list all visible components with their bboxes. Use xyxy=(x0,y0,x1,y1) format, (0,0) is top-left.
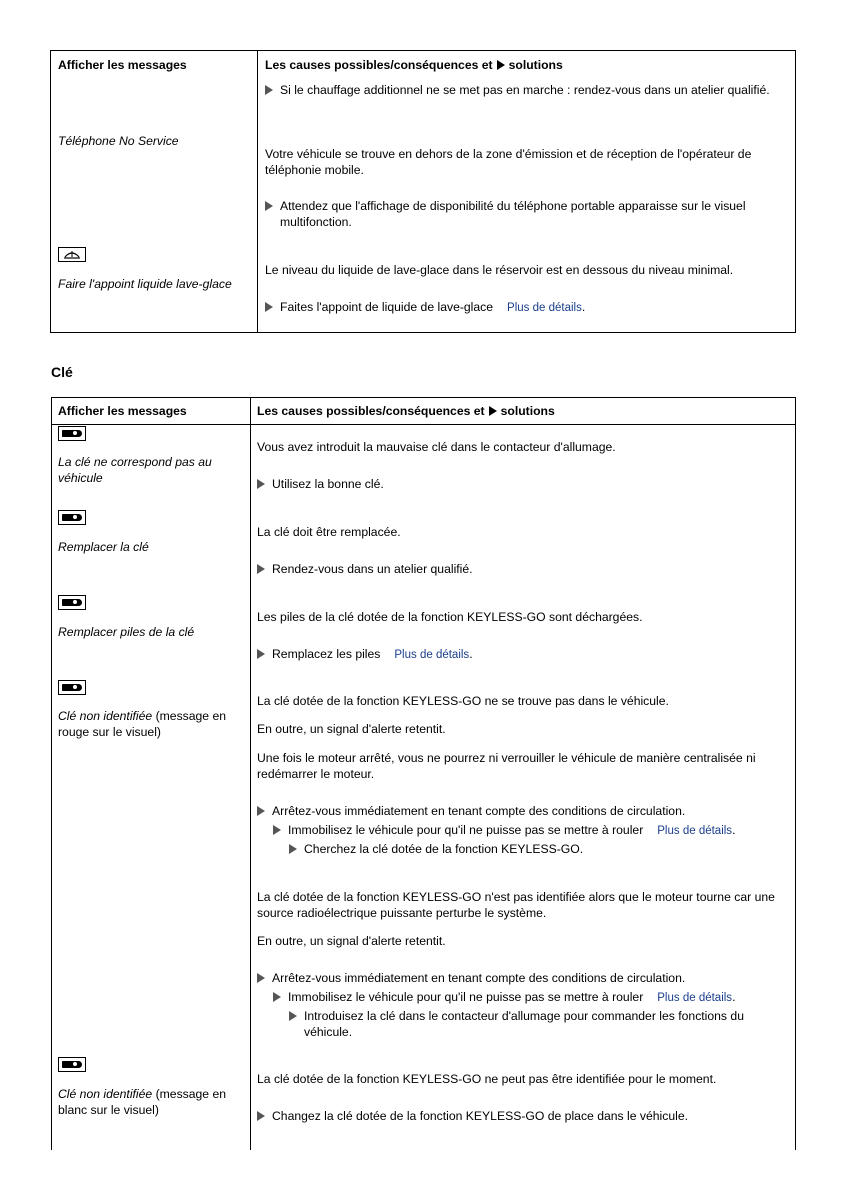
table-border xyxy=(250,397,251,1150)
table-border xyxy=(50,332,796,333)
table-border xyxy=(795,397,796,1150)
message-note: (message en blanc sur le visuel) xyxy=(58,1087,227,1117)
table-border xyxy=(795,50,796,333)
bullet-text: Arrêtez-vous immédiatement en tenant compte des conditions de circulation. xyxy=(272,804,686,818)
column-header-messages: Afficher les messages xyxy=(58,58,187,72)
header-text: Les causes possibles/conséquences et xyxy=(257,404,485,418)
triangle-right-icon xyxy=(257,649,265,659)
message-italic: Clé non identifiée xyxy=(58,709,153,723)
triangle-right-icon xyxy=(289,844,297,854)
message-italic: Clé non identifiée xyxy=(58,1087,153,1101)
section-title: Clé xyxy=(51,364,73,380)
key-display-icon xyxy=(58,1057,86,1072)
bullet-text: Arrêtez-vous immédiatement en tenant compte des conditions de circulation. xyxy=(272,971,686,985)
cause-text: En outre, un signal d'alerte retentit. xyxy=(257,934,446,948)
triangle-right-icon xyxy=(257,973,265,983)
washer-fluid-icon xyxy=(58,247,86,262)
display-message: Faire l'appoint liquide lave-glace xyxy=(58,277,232,291)
display-message: Remplacer piles de la clé xyxy=(58,625,195,639)
table-border xyxy=(257,50,258,333)
solution-bullet xyxy=(265,299,800,316)
cause-text: Votre véhicule se trouve en dehors de la zone d'émission et de réception de l'opérateur de téléphonie mobile. xyxy=(265,147,752,177)
cause-text: Une fois le moteur arrêté, vous ne pourrez ni verrouiller le véhicule de manière centralisée ni redémarrer le moteur. xyxy=(257,751,756,781)
table-border xyxy=(50,50,51,333)
header-text: solutions xyxy=(508,58,563,72)
triangle-right-icon xyxy=(273,825,281,835)
bullet-text: Utilisez la bonne clé. xyxy=(272,477,384,491)
cause-text: La clé doit être remplacée. xyxy=(257,525,401,539)
cause-text: En outre, un signal d'alerte retentit. xyxy=(257,722,446,736)
solution-bullet xyxy=(257,646,802,663)
cause-text: La clé dotée de la fonction KEYLESS-GO n'est pas identifiée alors que le moteur tourne car une source radioélectrique puissante perturbe le système. xyxy=(257,890,775,920)
bullet-text: Changez la clé dotée de la fonction KEYLESS-GO de place dans le véhicule. xyxy=(272,1109,688,1123)
triangle-right-icon xyxy=(497,60,505,70)
bullet-text: Remplacez les piles xyxy=(272,647,381,661)
details-link[interactable]: Plus de détails xyxy=(507,302,582,314)
triangle-right-icon xyxy=(265,201,273,211)
column-header-messages: Afficher les messages xyxy=(58,404,187,418)
bullet-text: Cherchez la clé dotée de la fonction KEYLESS-GO. xyxy=(304,842,584,856)
cause-text: Vous avez introduit la mauvaise clé dans le contacteur d'allumage. xyxy=(257,440,616,454)
bullet-text: Immobilisez le véhicule pour qu'il ne puisse pas se mettre à rouler xyxy=(288,823,644,837)
triangle-right-icon xyxy=(265,302,273,312)
bullet-text: Immobilisez le véhicule pour qu'il ne puisse pas se mettre à rouler xyxy=(288,990,644,1004)
triangle-right-icon xyxy=(489,406,497,416)
details-link[interactable]: Plus de détails xyxy=(394,649,470,661)
bullet-text: Faites l'appoint de liquide de lave-glace xyxy=(280,300,494,314)
solution-bullet xyxy=(273,989,802,1006)
display-message: Remplacer la clé xyxy=(58,540,149,554)
table-border xyxy=(50,50,796,51)
period: . xyxy=(732,990,736,1004)
solution-bullet xyxy=(273,822,802,839)
bullet-text: Attendez que l'affichage de disponibilité du téléphone portable apparaisse sur le visuel multifonction. xyxy=(280,199,746,229)
display-message xyxy=(58,1086,246,1118)
message-note: (message en rouge sur le visuel) xyxy=(58,709,227,739)
bullet-text: Si le chauffage additionnel ne se met pas en marche : rendez-vous dans un atelier qualifié. xyxy=(280,83,770,97)
key-display-icon xyxy=(58,680,86,695)
solution-bullet xyxy=(257,803,802,819)
triangle-right-icon xyxy=(257,479,265,489)
period: . xyxy=(469,647,473,661)
solution-bullet xyxy=(257,476,802,492)
display-message xyxy=(58,708,246,740)
cause-text: Les piles de la clé dotée de la fonction KEYLESS-GO sont déchargées. xyxy=(257,610,643,624)
solution-bullet xyxy=(289,841,802,857)
table-border xyxy=(51,397,796,398)
triangle-right-icon xyxy=(257,1111,265,1121)
cause-text: La clé dotée de la fonction KEYLESS-GO ne peut pas être identifiée pour le moment. xyxy=(257,1072,717,1086)
cause-text: Le niveau du liquide de lave-glace dans le réservoir est en dessous du niveau minimal. xyxy=(265,263,734,277)
header-text: solutions xyxy=(500,404,555,418)
column-header-causes xyxy=(257,404,555,418)
table-border xyxy=(51,424,796,425)
display-message: La clé ne correspond pas au véhicule xyxy=(58,455,212,485)
triangle-right-icon xyxy=(265,85,273,95)
triangle-right-icon xyxy=(273,992,281,1002)
triangle-right-icon xyxy=(257,806,265,816)
triangle-right-icon xyxy=(257,564,265,574)
details-link[interactable]: Plus de détails xyxy=(657,825,733,837)
period: . xyxy=(732,823,736,837)
bullet-text: Introduisez la clé dans le contacteur d'allumage pour commander les fonctions du véhicule. xyxy=(304,1009,744,1039)
column-header-causes xyxy=(265,58,563,72)
solution-bullet xyxy=(265,198,800,230)
triangle-right-icon xyxy=(289,1011,297,1021)
bullet-text: Rendez-vous dans un atelier qualifié. xyxy=(272,562,473,576)
solution-bullet xyxy=(257,1108,802,1124)
display-message: Téléphone No Service xyxy=(58,134,179,148)
details-link[interactable]: Plus de détails xyxy=(657,992,733,1004)
period: . xyxy=(581,300,586,314)
cause-text: La clé dotée de la fonction KEYLESS-GO ne se trouve pas dans le véhicule. xyxy=(257,694,669,708)
key-display-icon xyxy=(58,595,86,610)
table-border xyxy=(51,397,52,1150)
solution-bullet xyxy=(257,970,802,986)
solution-bullet xyxy=(289,1008,794,1040)
solution-bullet xyxy=(265,82,785,98)
key-display-icon xyxy=(58,426,86,441)
solution-bullet xyxy=(257,561,802,577)
key-display-icon xyxy=(58,510,86,525)
header-text: Les causes possibles/conséquences et xyxy=(265,58,493,72)
